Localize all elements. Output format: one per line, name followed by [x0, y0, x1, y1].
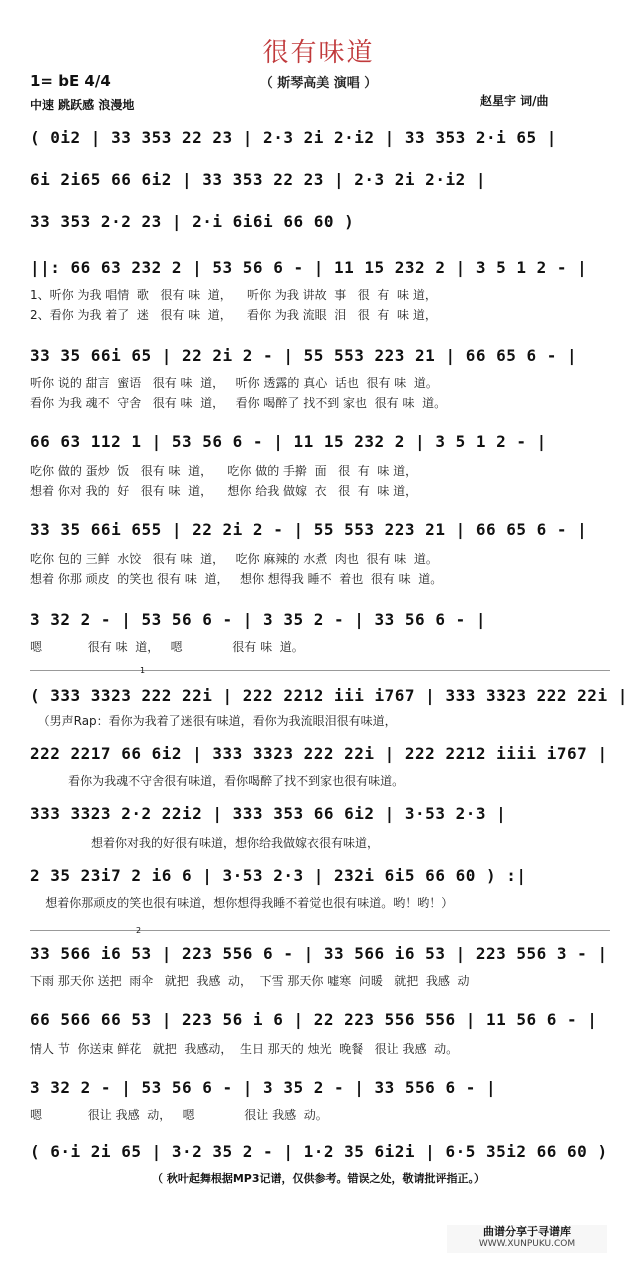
notation-row: 66 566 66 53 | 223 56 i 6 | 22 223 556 556 | 11 56 6 - |	[30, 1010, 598, 1029]
volta-number: 2	[136, 926, 142, 935]
notation-row: 3 32 2 - | 53 56 6 - | 3 35 2 - | 33 556 6 - |	[30, 1078, 497, 1097]
lyric-line: 想着 你对 我的 好 很有 味 道， 想你 给我 做嫁 衣 很 有 味 道，	[30, 484, 418, 498]
composer-credit: 赵星宇 词/曲	[480, 94, 549, 108]
volta-bracket	[30, 670, 610, 671]
watermark-url: WWW.XUNPUKU.COM	[478, 1239, 576, 1249]
volta-bracket	[30, 930, 610, 931]
notation-row: 333 3323 2·2 22i2 | 333 353 66 6i2 | 3·53 2·3 |	[30, 804, 507, 823]
lyric-line: 想着你对我的好很有味道，想你给我做嫁衣很有味道，	[30, 836, 380, 850]
notation-row: 33 35 66i 655 | 22 2i 2 - | 55 553 223 21 | 66 65 6 - |	[30, 520, 588, 539]
notation-row: 2 35 23i7 2 i6 6 | 3·53 2·3 | 232i 6i5 66 60 ) :|	[30, 866, 527, 885]
lyric-line: 吃你 做的 蛋炒 饭 很有 味 道， 吃你 做的 手擀 面 很 有 味 道，	[30, 464, 418, 478]
lyric-line: 吃你 包的 三鲜 水饺 很有 味 道， 吃你 麻辣的 水煮 肉也 很有 味 道。	[30, 552, 438, 566]
notation-row: ( 0i2 | 33 353 22 23 | 2·3 2i 2·i2 | 33 353 2·i 65 |	[30, 128, 557, 147]
lyric-line: 听你 说的 甜言 蜜语 很有 味 道， 听你 透露的 真心 话也 很有 味 道。	[30, 376, 438, 390]
lyric-line: 想着 你那 顽皮 的笑也 很有 味 道， 想你 想得我 睡不 着也 很有 味 道。	[30, 572, 443, 586]
tempo-marking: 中速 跳跃感 浪漫地	[30, 98, 135, 112]
lyric-line: 嗯 很让 我感 动， 嗯 很让 我感 动。	[30, 1108, 328, 1122]
notation-row: 3 32 2 - | 53 56 6 - | 3 35 2 - | 33 56 6 - |	[30, 610, 486, 629]
song-title: 很有味道	[262, 38, 375, 68]
notation-row: 66 63 112 1 | 53 56 6 - | 11 15 232 2 | 3 5 1 2 - |	[30, 432, 547, 451]
lyric-line: 看你 为我 魂不 守舍 很有 味 道， 看你 喝醉了 找不到 家也 很有 味 道。	[30, 396, 447, 410]
lyric-line: 情人 节 你送束 鲜花 就把 我感动， 生日 那天的 烛光 晚餐 很让 我感 动。	[30, 1042, 459, 1056]
lyric-line: 想着你那顽皮的笑也很有味道，想你想得我睡不着觉也很有味道。哟！哟！）	[30, 896, 454, 910]
notation-row: 6i 2i65 66 6i2 | 33 353 22 23 | 2·3 2i 2·i2 |	[30, 170, 486, 189]
notation-row: ( 6·i 2i 65 | 3·2 35 2 - | 1·2 35 6i2i | 6·5 35i2 66 60 )	[30, 1142, 608, 1161]
singer-credit: （ 斯琴高美 演唱 ）	[259, 76, 378, 91]
watermark-text: 曲谱分享于寻谱库	[483, 1225, 571, 1238]
lyric-line: 嗯 很有 味 道， 嗯 很有 味 道。	[30, 640, 304, 654]
transcription-footnote: （ 秋叶起舞根据MP3记谱，仅供参考。错误之处，敬请批评指正。）	[152, 1172, 485, 1185]
lyric-line: 2、看你 为我 着了 迷 很有 味 道， 看你 为我 流眼 泪 很 有 味 道，	[30, 308, 437, 322]
notation-row: ||: 66 63 232 2 | 53 56 6 - | 11 15 232 2 | 3 5 1 2 - |	[30, 258, 588, 277]
notation-row: ( 333 3323 222 22i | 222 2212 iii i767 | 333 3323 222 22i |	[30, 686, 628, 705]
notation-row: 222 2217 66 6i2 | 333 3323 222 22i | 222 2212 iiii i767 |	[30, 744, 608, 763]
lyric-line: 1、听你 为我 唱情 歌 很有 味 道， 听你 为我 讲故 事 很 有 味 道，	[30, 288, 437, 302]
notation-row: 33 35 66i 65 | 22 2i 2 - | 55 553 223 21 | 66 65 6 - |	[30, 346, 578, 365]
volta-number: 1	[140, 666, 146, 675]
lyric-line: 下雨 那天你 送把 雨伞 就把 我感 动， 下雪 那天你 嘘寒 问暖 就把 我感 动	[30, 974, 470, 988]
notation-row: 33 566 i6 53 | 223 556 6 - | 33 566 i6 53 | 223 556 3 - |	[30, 944, 608, 963]
site-watermark	[447, 1225, 607, 1253]
key-signature: 1= bE 4/4	[30, 72, 111, 90]
lyric-line: （男声Rap：看你为我着了迷很有味道，看你为我流眼泪很有味道，	[30, 714, 397, 728]
notation-row: 33 353 2·2 23 | 2·i 6i6i 66 60 )	[30, 212, 355, 231]
lyric-line: 看你为我魂不守舍很有味道，看你喝醉了找不到家也很有味道。	[30, 774, 405, 788]
